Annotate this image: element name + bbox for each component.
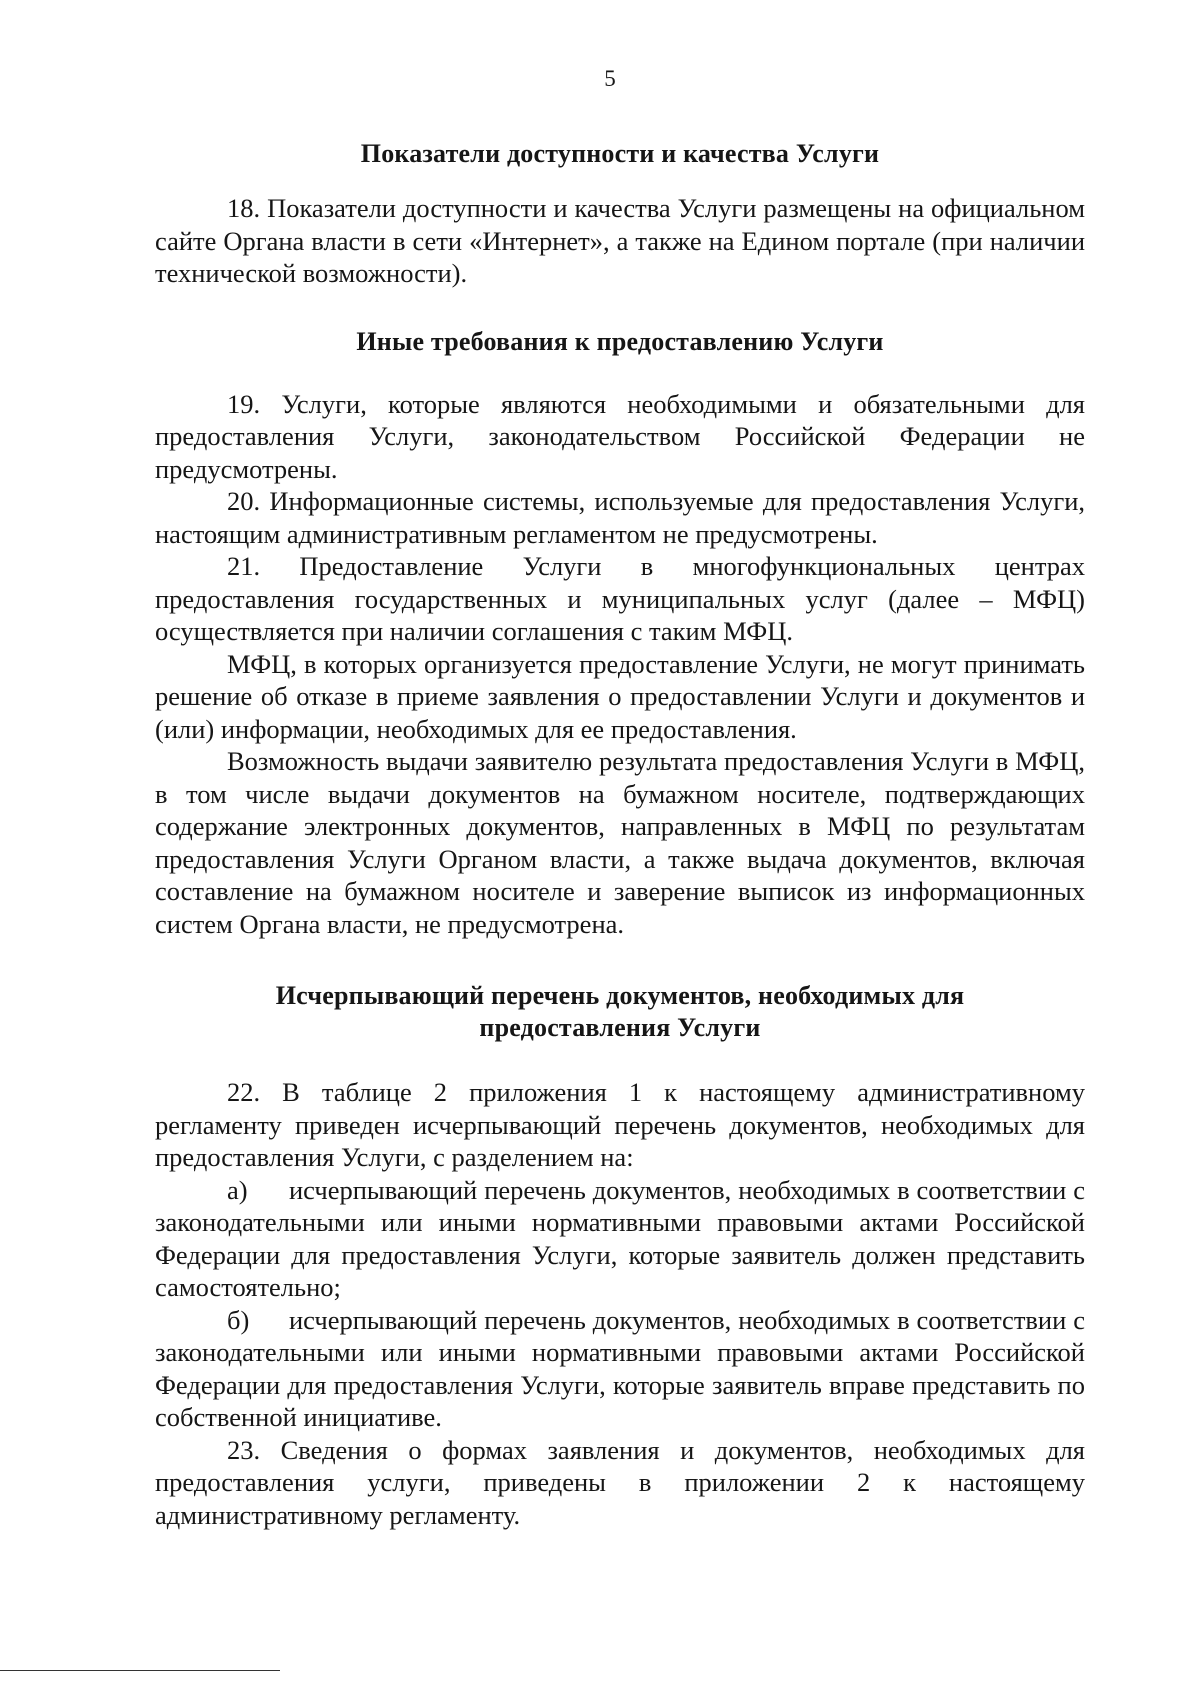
paragraph-18: 18. Показатели доступности и качества Услуги размещены на официальном сайте Органа власти в сети «Интернет», а также на Едином портале (при наличии технической возможности). bbox=[155, 193, 1085, 288]
paragraph-21: 21. Предоставление Услуги в многофункциональных центрах предоставления государственных и муниципальных услуг (далее – МФЦ) осуществляется при наличии соглашения с таким МФЦ. bbox=[155, 551, 1085, 646]
list-item-b-text: исчерпывающий перечень документов, необходимых в соответствии с законодательными или иными нормативными правовыми актами Российской Федерации для предоставления Услуги, которые заявитель вправе представить по собственной инициативе. bbox=[155, 1304, 1085, 1432]
paragraph-22: 22. В таблице 2 приложения 1 к настоящему административному регламенту приведен исчерпывающий перечень документов, необходимых для предоставления Услуги, с разделением на: bbox=[155, 1077, 1085, 1172]
section-heading-documents-list-line2: предоставления Услуги bbox=[479, 1013, 761, 1042]
section-heading-availability: Показатели доступности и качества Услуги bbox=[360, 139, 880, 168]
paragraph-20: 20. Информационные системы, используемые для предоставления Услуги, настоящим административным регламентом не предусмотрены. bbox=[155, 486, 1085, 549]
footer-rule bbox=[0, 1670, 280, 1671]
list-marker-b: б) bbox=[227, 1304, 250, 1335]
list-item-a-text: исчерпывающий перечень документов, необходимых в соответствии с законодательными или иными нормативными правовыми актами Российской Федерации для предоставления Услуги, которые заявитель должен представить самостоятельно; bbox=[155, 1174, 1085, 1302]
section-heading-documents-list-line1: Исчерпывающий перечень документов, необходимых для bbox=[275, 981, 965, 1010]
list-item-a bbox=[155, 1174, 1085, 1304]
paragraph-21-mfc-refusal: МФЦ, в которых организуется предоставление Услуги, не могут принимать решение об отказе в приеме заявления о предоставлении Услуги и документов и (или) информации, необходимых для ее предоставления. bbox=[155, 648, 1085, 744]
document-body bbox=[155, 138, 1085, 1531]
section-heading-documents-list bbox=[155, 980, 1085, 1044]
list-marker-a: а) bbox=[227, 1174, 248, 1205]
page-number: 5 bbox=[604, 66, 616, 91]
paragraph-19: 19. Услуги, которые являются необходимыми и обязательными для предоставления Услуги, законодательством Российской Федерации не предусмотрены. bbox=[155, 388, 1085, 484]
paragraph-21-mfc-issuance: Возможность выдачи заявителю результата предоставления Услуги в МФЦ, в том числе выдачи документов на бумажном носителе, подтверждающих содержание электронных документов, направленных в МФЦ по результатам предоставления Услуги Органом власти, а также выдача документов, включая составление на бумажном носителе и заверение выписок из информационных систем Органа власти, не предусмотрена. bbox=[155, 746, 1085, 939]
paragraph-23: 23. Сведения о формах заявления и документов, необходимых для предоставления услуги, приведены в приложении 2 к настоящему административному регламенту. bbox=[155, 1434, 1085, 1530]
list-item-b bbox=[155, 1304, 1085, 1434]
section-heading-other-requirements: Иные требования к предоставлению Услуги bbox=[356, 326, 884, 356]
